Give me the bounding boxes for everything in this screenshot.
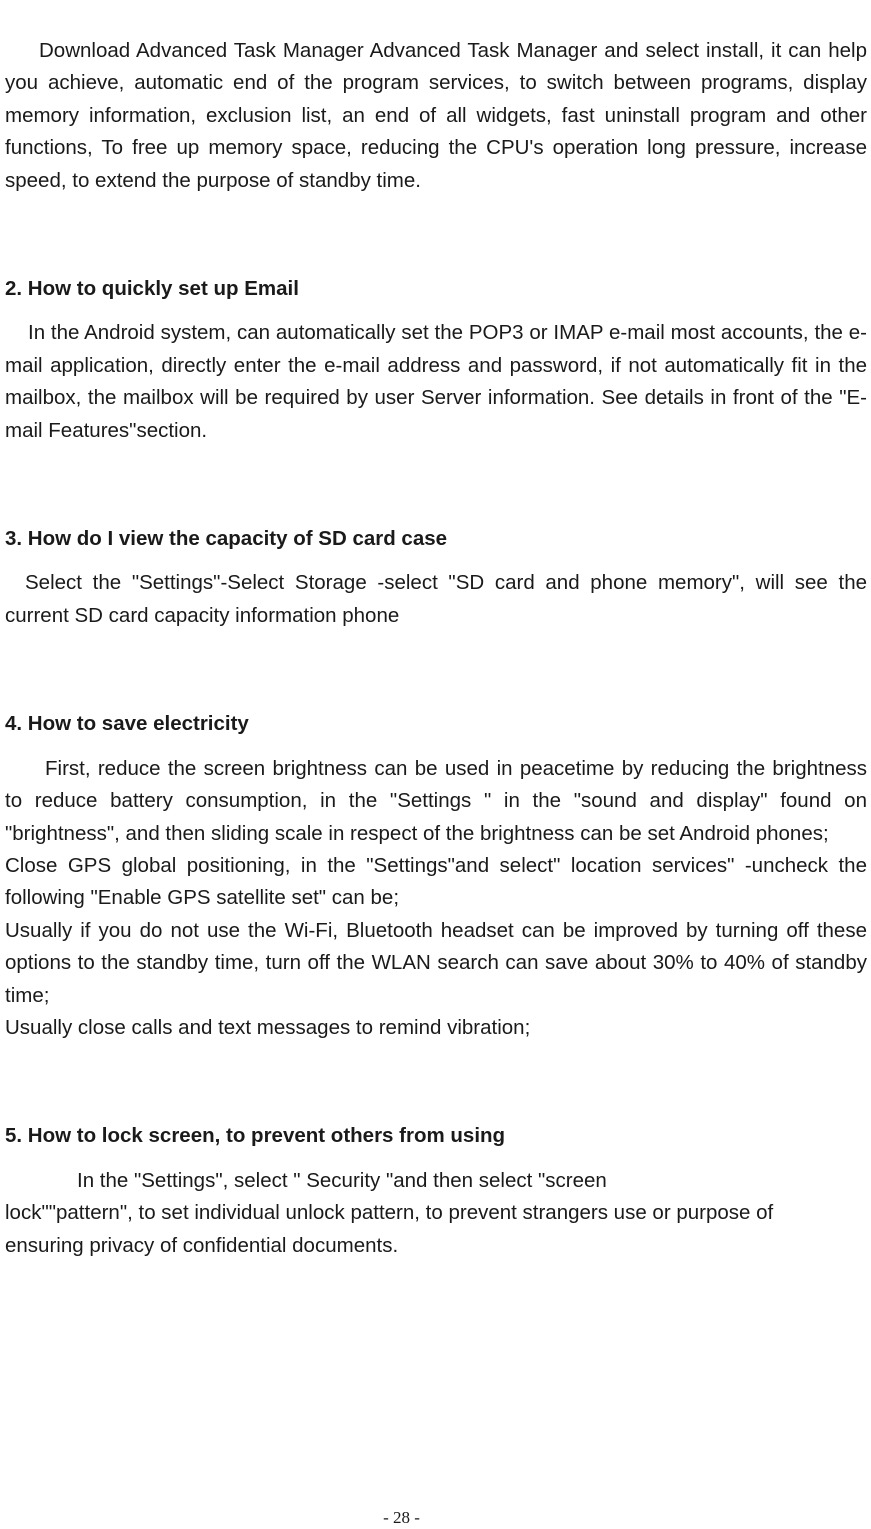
- electricity-paragraph-wifi: Usually if you do not use the Wi-Fi, Bluetooth headset can be improved by turning off these options to the standby time, turn off the WLAN search can save about 30% to 40% of standby time;: [5, 918, 867, 1007]
- electricity-paragraph-vibration: Usually close calls and text messages to remind vibration;: [5, 1015, 531, 1039]
- section-heading-email: 2. How to quickly set up Email: [5, 277, 299, 301]
- page-number: - 28 -: [383, 1508, 420, 1527]
- section-sd-card: [5, 523, 867, 632]
- lock-screen-paragraph-rest: lock""pattern", to set individual unlock pattern, to prevent strangers use or purpose of ensuring privacy of confidential documents.: [5, 1201, 774, 1257]
- section-heading-sd-card: 3. How do I view the capacity of SD card case: [5, 527, 448, 551]
- email-paragraph: In the Android system, can automatically set the POP3 or IMAP e-mail most accounts, the e-mail application, directly enter the e-mail address and password, if not automatically fit in the mailbox, the mailbox will be required by user Server information. See details in front of the "E-mail Features"section.: [5, 321, 867, 442]
- document-page: [5, 35, 867, 1262]
- section-heading-lock-screen: 5. How to lock screen, to prevent others from using: [5, 1124, 506, 1148]
- electricity-paragraph-gps: Close GPS global positioning, in the "Settings"and select" location services" -uncheck the following "Enable GPS satellite set" can be;: [5, 853, 867, 910]
- section-heading-electricity: 4. How to save electricity: [5, 712, 249, 736]
- section-lock-screen: [5, 1120, 867, 1262]
- section-email: [5, 273, 867, 447]
- lock-screen-paragraph-line1: In the "Settings", select " Security "and then select "screen: [77, 1168, 607, 1192]
- section-electricity: [5, 708, 867, 1044]
- intro-paragraph: Download Advanced Task Manager Advanced Task Manager and select install, it can help you achieve, automatic end of the program services, to switch between programs, display memory information, exclusion list, an end of all widgets, fast uninstall program and other functions, To free up memory space, reducing the CPU's operation long pressure, increase speed, to extend the purpose of standby time.: [5, 39, 867, 192]
- electricity-paragraph-brightness: First, reduce the screen brightness can be used in peacetime by reducing the brightness to reduce battery consumption, in the "Settings " in the "sound and display" found on "brightness", and then sliding scale in respect of the brightness can be set Android phones;: [5, 756, 867, 845]
- sd-card-paragraph: Select the "Settings"-Select Storage -select "SD card and phone memory", will see the current SD card capacity information phone: [5, 571, 867, 627]
